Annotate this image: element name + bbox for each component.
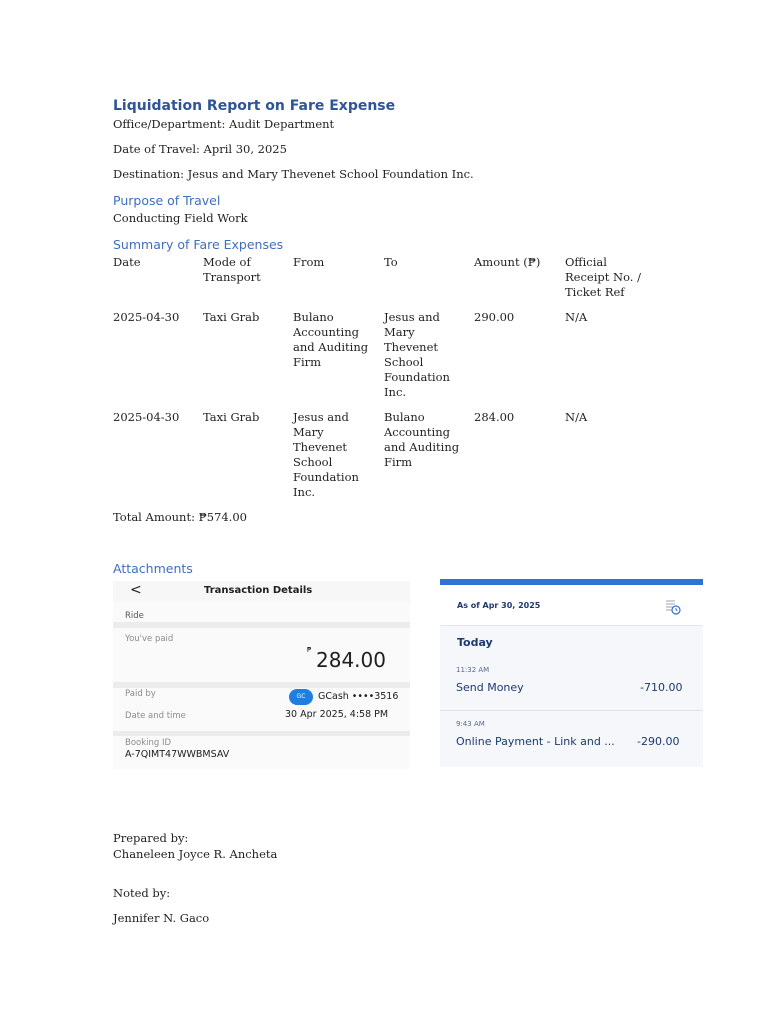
transaction-time: 11:32 AM	[456, 666, 490, 674]
col-header-amount: Amount (₱)	[474, 255, 541, 269]
row1-from	[293, 310, 368, 370]
row1-date: 2025-04-30	[113, 310, 180, 324]
row1-to-line: Inc.	[384, 385, 407, 399]
booking-label: Booking ID	[125, 738, 172, 748]
booking-value: A-7QIMT47WWBMSAV	[125, 749, 230, 760]
row1-to-line: Mary	[384, 325, 415, 339]
row2-from-line: School	[293, 455, 333, 469]
office-line: Office/Department: Audit Department	[113, 117, 335, 131]
back-icon[interactable]: <	[130, 582, 142, 598]
prepared-by-name: Chaneleen Joyce R. Ancheta	[113, 847, 278, 861]
prepared-by-label: Prepared by:	[113, 831, 189, 845]
attachments-heading: Attachments	[113, 561, 193, 576]
paid-by-label: Paid by	[125, 689, 156, 699]
grab-receipt-screenshot	[113, 581, 410, 769]
noted-by-label: Noted by:	[113, 886, 171, 900]
row1-from-line: Firm	[293, 355, 322, 369]
transaction-amount: -290.00	[637, 735, 680, 748]
col-header-to: To	[384, 255, 398, 269]
row2-from	[293, 410, 359, 500]
purpose-heading: Purpose of Travel	[113, 193, 221, 208]
datetime-value: 30 Apr 2025, 4:58 PM	[285, 709, 389, 720]
col-header-receipt-line: Receipt No. /	[565, 270, 641, 284]
row2-date: 2025-04-30	[113, 410, 180, 424]
datetime-label: Date and time	[125, 711, 186, 721]
row2-from-line: Foundation	[293, 470, 359, 484]
grab-title: Transaction Details	[204, 585, 313, 596]
col-header-mode-line: Mode of	[203, 255, 251, 269]
row2-to-line: Bulano	[384, 410, 425, 424]
row1-to-line: Foundation	[384, 370, 450, 384]
gcash-history-screenshot	[440, 579, 703, 767]
col-header-date: Date	[113, 255, 141, 269]
row2-to-line: Accounting	[384, 425, 450, 439]
row2-receipt: N/A	[565, 410, 588, 424]
divider	[440, 710, 703, 711]
row1-to	[384, 310, 450, 400]
col-header-receipt-line: Ticket Ref	[565, 285, 625, 299]
row1-to-line: Thevenet	[384, 340, 439, 354]
currency-icon: ₱	[307, 646, 312, 654]
col-header-receipt	[565, 255, 641, 300]
row1-amount: 290.00	[474, 310, 515, 324]
summary-heading: Summary of Fare Expenses	[113, 237, 284, 252]
row2-to-line: Firm	[384, 455, 413, 469]
ride-label: Ride	[125, 611, 144, 621]
row2-from-line: Mary	[293, 425, 324, 439]
row1-receipt: N/A	[565, 310, 588, 324]
ride-row	[113, 602, 410, 622]
total-amount: Total Amount: ₱574.00	[113, 510, 247, 524]
row1-to-line: Jesus and	[384, 310, 440, 324]
row2-amount: 284.00	[474, 410, 515, 424]
transaction-amount: -710.00	[640, 681, 683, 694]
row2-from-line: Inc.	[293, 485, 316, 499]
gcash-logo-icon: GC	[289, 689, 313, 705]
calendar-history-icon[interactable]	[664, 598, 682, 616]
col-header-receipt-line: Official	[565, 255, 607, 269]
row2-mode: Taxi Grab	[203, 410, 260, 424]
paid-amount: 284.00	[316, 648, 386, 672]
row1-from-line: Bulano	[293, 310, 334, 324]
row2-from-line: Jesus and	[293, 410, 349, 424]
col-header-mode-line: Transport	[203, 270, 261, 284]
col-header-mode	[203, 255, 261, 285]
row1-from-line: and Auditing	[293, 340, 369, 354]
row1-mode: Taxi Grab	[203, 310, 260, 324]
transaction-label: Send Money	[456, 681, 524, 694]
transaction-time: 9:43 AM	[456, 720, 485, 728]
transaction-label: Online Payment - Link and ...	[456, 735, 615, 748]
date-of-travel: Date of Travel: April 30, 2025	[113, 142, 287, 156]
purpose-text: Conducting Field Work	[113, 211, 248, 225]
page-title: Liquidation Report on Fare Expense	[113, 98, 396, 114]
row1-from-line: Accounting	[293, 325, 359, 339]
paid-label: You've paid	[125, 634, 174, 644]
noted-by-name: Jennifer N. Gaco	[113, 911, 210, 925]
col-header-from: From	[293, 255, 325, 269]
as-of-date: As of Apr 30, 2025	[457, 601, 541, 610]
row2-to	[384, 410, 459, 470]
row2-to-line: and Auditing	[384, 440, 460, 454]
today-heading: Today	[457, 636, 493, 649]
row1-to-line: School	[384, 355, 424, 369]
destination: Destination: Jesus and Mary Thevenet School Foundation Inc.	[113, 167, 474, 181]
paid-by-value: GCash ••••3516	[318, 691, 399, 702]
row2-from-line: Thevenet	[293, 440, 348, 454]
